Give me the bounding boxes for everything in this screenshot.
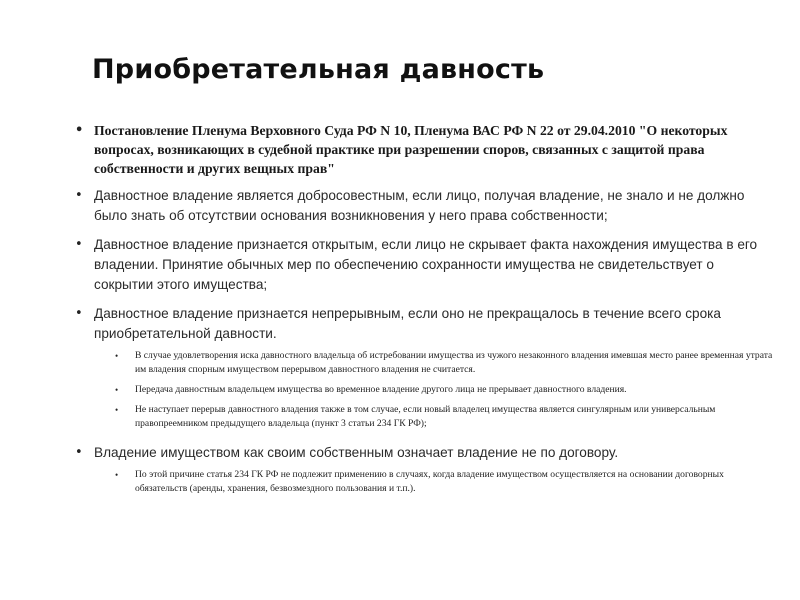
sub-bullet-item [115, 383, 775, 397]
sub-bullet-item [115, 403, 775, 431]
bullet-dot-icon: • [75, 237, 83, 252]
sub-bullet-dot-icon: • [115, 470, 119, 480]
sub-bullet-dot-icon: • [115, 385, 119, 395]
sub-bullet-list [75, 349, 775, 431]
bullet-item-good-faith [75, 186, 775, 226]
bullet-text: Владение имуществом как своим собственным означает владение не по договору. [94, 445, 619, 460]
sub-bullet-dot-icon: • [115, 351, 119, 361]
bullet-dot-icon: • [75, 445, 83, 460]
bullet-text: Давностное владение является добросовестным, если лицо, получая владение, не знало и не должно было знать об отсутствии основания возникновения у него права собственности; [94, 188, 745, 223]
sub-bullet-text: В случае удовлетворения иска давностного владельца об истребовании имущества из чужого незаконного владения имевшая место ранее временная утрата им владения спорным имуществом перерывом давностного владения не считается. [135, 350, 773, 375]
bullet-dot-icon: • [75, 306, 83, 321]
slide-content [75, 121, 775, 508]
bullet-text: Давностное владение признается открытым, если лицо не скрывает факта нахождения имущества в его владении. Принятие обычных мер по обеспечению сохранности имущества не свидетельствует о сокрытии этого имущества; [94, 237, 758, 292]
sub-bullet-item [115, 349, 775, 377]
sub-bullet-text: Передача давностным владельцем имущества во временное владение другого лица не прерывает давностного владения. [135, 384, 627, 395]
sub-bullet-text: Не наступает перерыв давностного владения также в том случае, если новый владелец имущества является сингулярным или универсальным правопреемником предыдущего владельца (пункт 3 статьи 234 ГК РФ); [135, 404, 716, 429]
sub-bullet-text: По этой причине статья 234 ГК РФ не подлежит применению в случаях, когда владение имуществом осуществляется на основании договорных обязательств (аренды, хранения, безвозмездного пользования и т.п.). [135, 469, 724, 494]
bullet-text: Постановление Пленума Верховного Суда РФ N 10, Пленума ВАС РФ N 22 от 29.04.2010 "О некоторых вопросах, возникающих в судебной практике при разрешении споров, связанных с защитой права собственности и других вещных прав" [94, 123, 728, 176]
sub-bullet-dot-icon: • [115, 405, 119, 415]
bullet-item-open-possession [75, 235, 775, 295]
sub-bullet-list [75, 468, 775, 496]
bullet-dot-icon: • [75, 188, 83, 203]
bullet-text: Давностное владение признается непрерывным, если оно не прекращалось в течение всего срока приобретательной давности. [94, 306, 721, 341]
sub-bullet-item [115, 468, 775, 496]
bullet-item-resolution [75, 121, 775, 178]
bullet-item-ownership-possession [75, 443, 775, 463]
bullet-item-continuous-possession [75, 304, 775, 344]
slide-title: Приобретательная давность [92, 54, 545, 85]
bullet-dot-icon: • [75, 123, 84, 138]
